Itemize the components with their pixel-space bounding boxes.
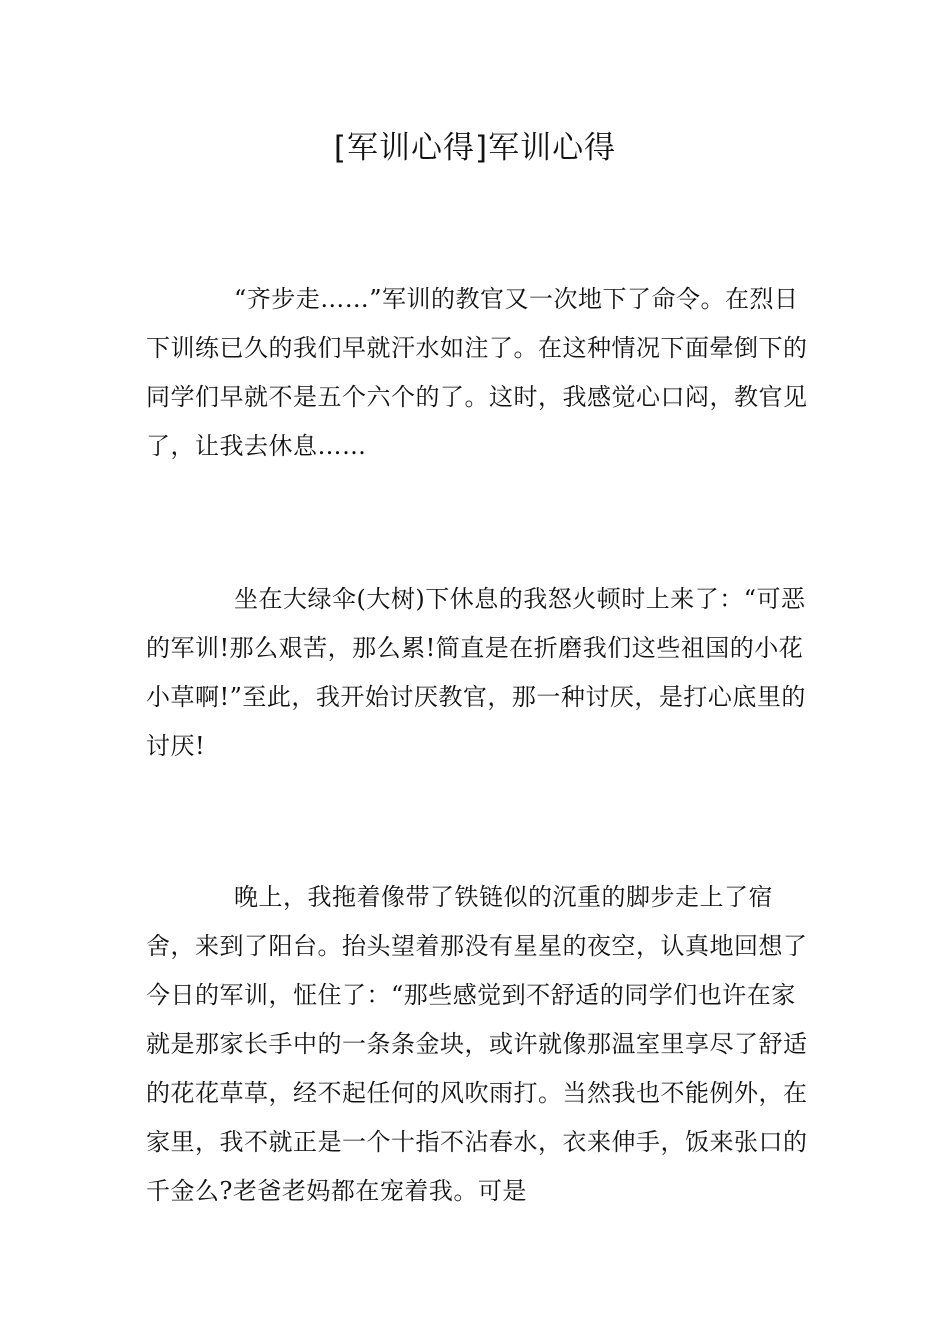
document-title: [军训心得]军训心得 xyxy=(333,130,617,166)
paragraph-3: 晚上，我拖着像带了铁链似的沉重的脚步走上了宿舍，来到了阳台。抬头望着那没有星星的夜空，认真地回想了今日的军训，怔住了：“那些感觉到不舒适的同学们也许在家就是那家长手中的一条条金块，或许就像那温室里享尽了舒适的花花草草，经不起任何的风吹雨打。当然我也不能例外，在家里，我不就正是一个十指不沾春水，衣来伸手，饭来张口的千金么?老爸老妈都在宠着我。可是 xyxy=(146,883,808,1205)
paragraph-2: 坐在大绿伞(大树)下休息的我怒火顿时上来了：“可恶的军训!那么艰苦，那么累!简直是在折磨我们这些祖国的小花小草啊!”至此，我开始讨厌教官，那一种讨厌，是打心底里的讨厌! xyxy=(146,585,806,760)
paragraph-1: “齐步走……”军训的教官又一次地下了命令。在烈日下训练已久的我们早就汗水如注了。在这种情况下面晕倒下的同学们早就不是五个六个的了。这时，我感觉心口闷，教官见了，让我去休息…… xyxy=(146,285,808,460)
